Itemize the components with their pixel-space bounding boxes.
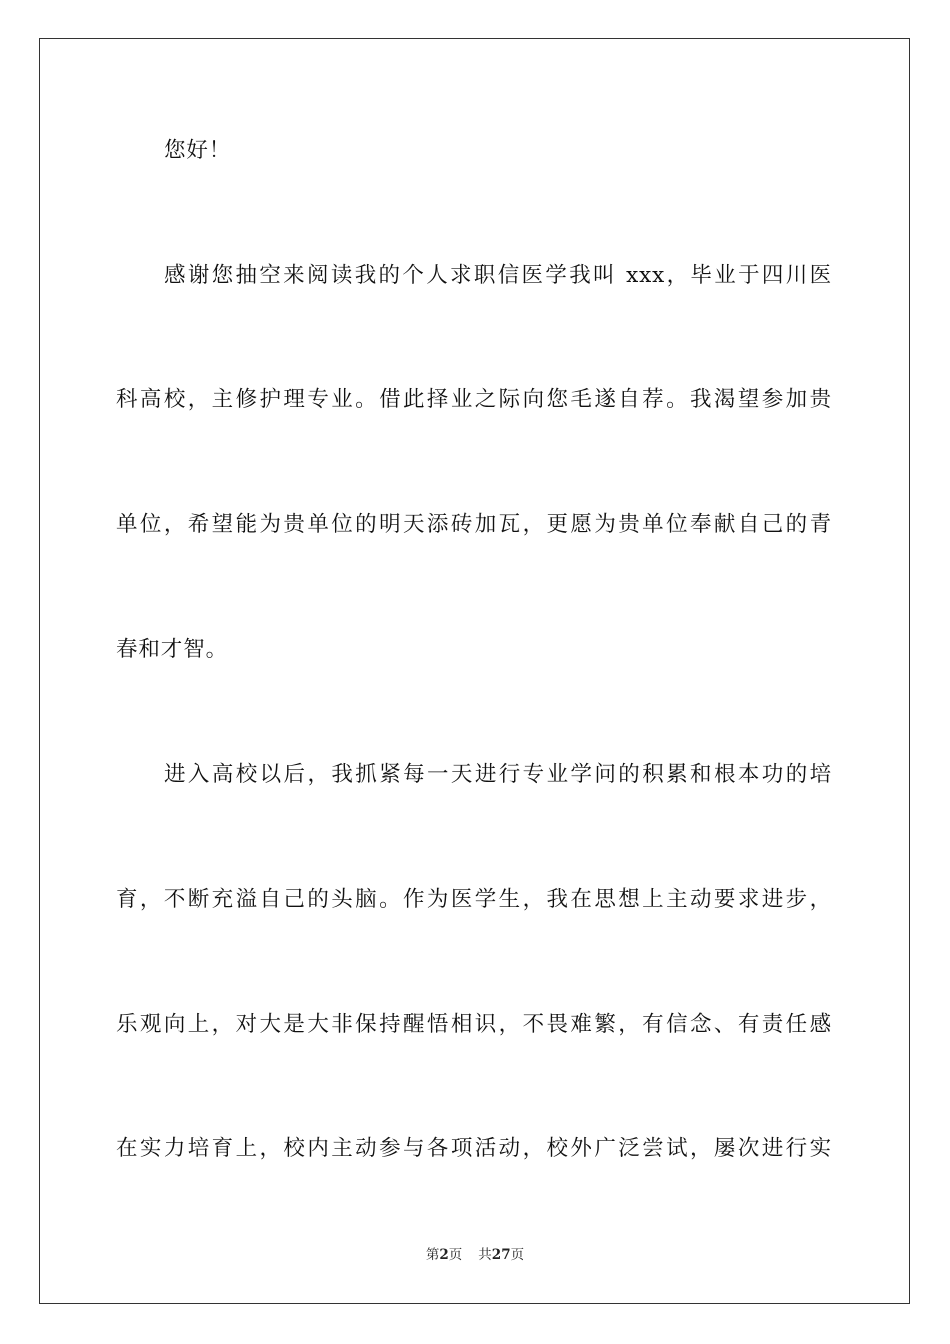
page-border (39, 38, 910, 1304)
page-number: 2 (439, 1247, 449, 1263)
paragraph-1-line-1: 感谢您抽空来阅读我的个人求职信医学我叫 xxx，毕业于四川医 (164, 263, 832, 288)
paragraph-2-line-1: 进入高校以后，我抓紧每一天进行专业学问的积累和根本功的培 (164, 762, 832, 787)
total-suffix: 页 (510, 1247, 525, 1263)
greeting-line: 您好！ (164, 138, 232, 163)
paragraph-1-line-2: 科高校，主修护理专业。借此择业之际向您毛遂自荐。我渴望参加贵 (116, 387, 832, 412)
total-prefix: 共 (478, 1247, 492, 1263)
paragraph-2-line-3: 乐观向上，对大是大非保持醒悟相识，不畏难繁，有信念、有责任感 (116, 1012, 832, 1037)
page-suffix: 页 (448, 1247, 463, 1263)
paragraph-2-line-2: 育，不断充溢自己的头脑。作为医学生，我在思想上主动要求进步， (116, 887, 832, 912)
page-footer (0, 1246, 950, 1264)
paragraph-1-line-3: 单位，希望能为贵单位的明天添砖加瓦，更愿为贵单位奉献自己的青 (116, 512, 832, 537)
paragraph-2-line-4: 在实力培育上，校内主动参与各项活动，校外广泛尝试，屡次进行实 (116, 1136, 832, 1161)
paragraph-1-line-4: 春和才智。 (116, 637, 229, 662)
page-prefix: 第 (425, 1247, 440, 1263)
total-pages: 27 (491, 1247, 511, 1263)
